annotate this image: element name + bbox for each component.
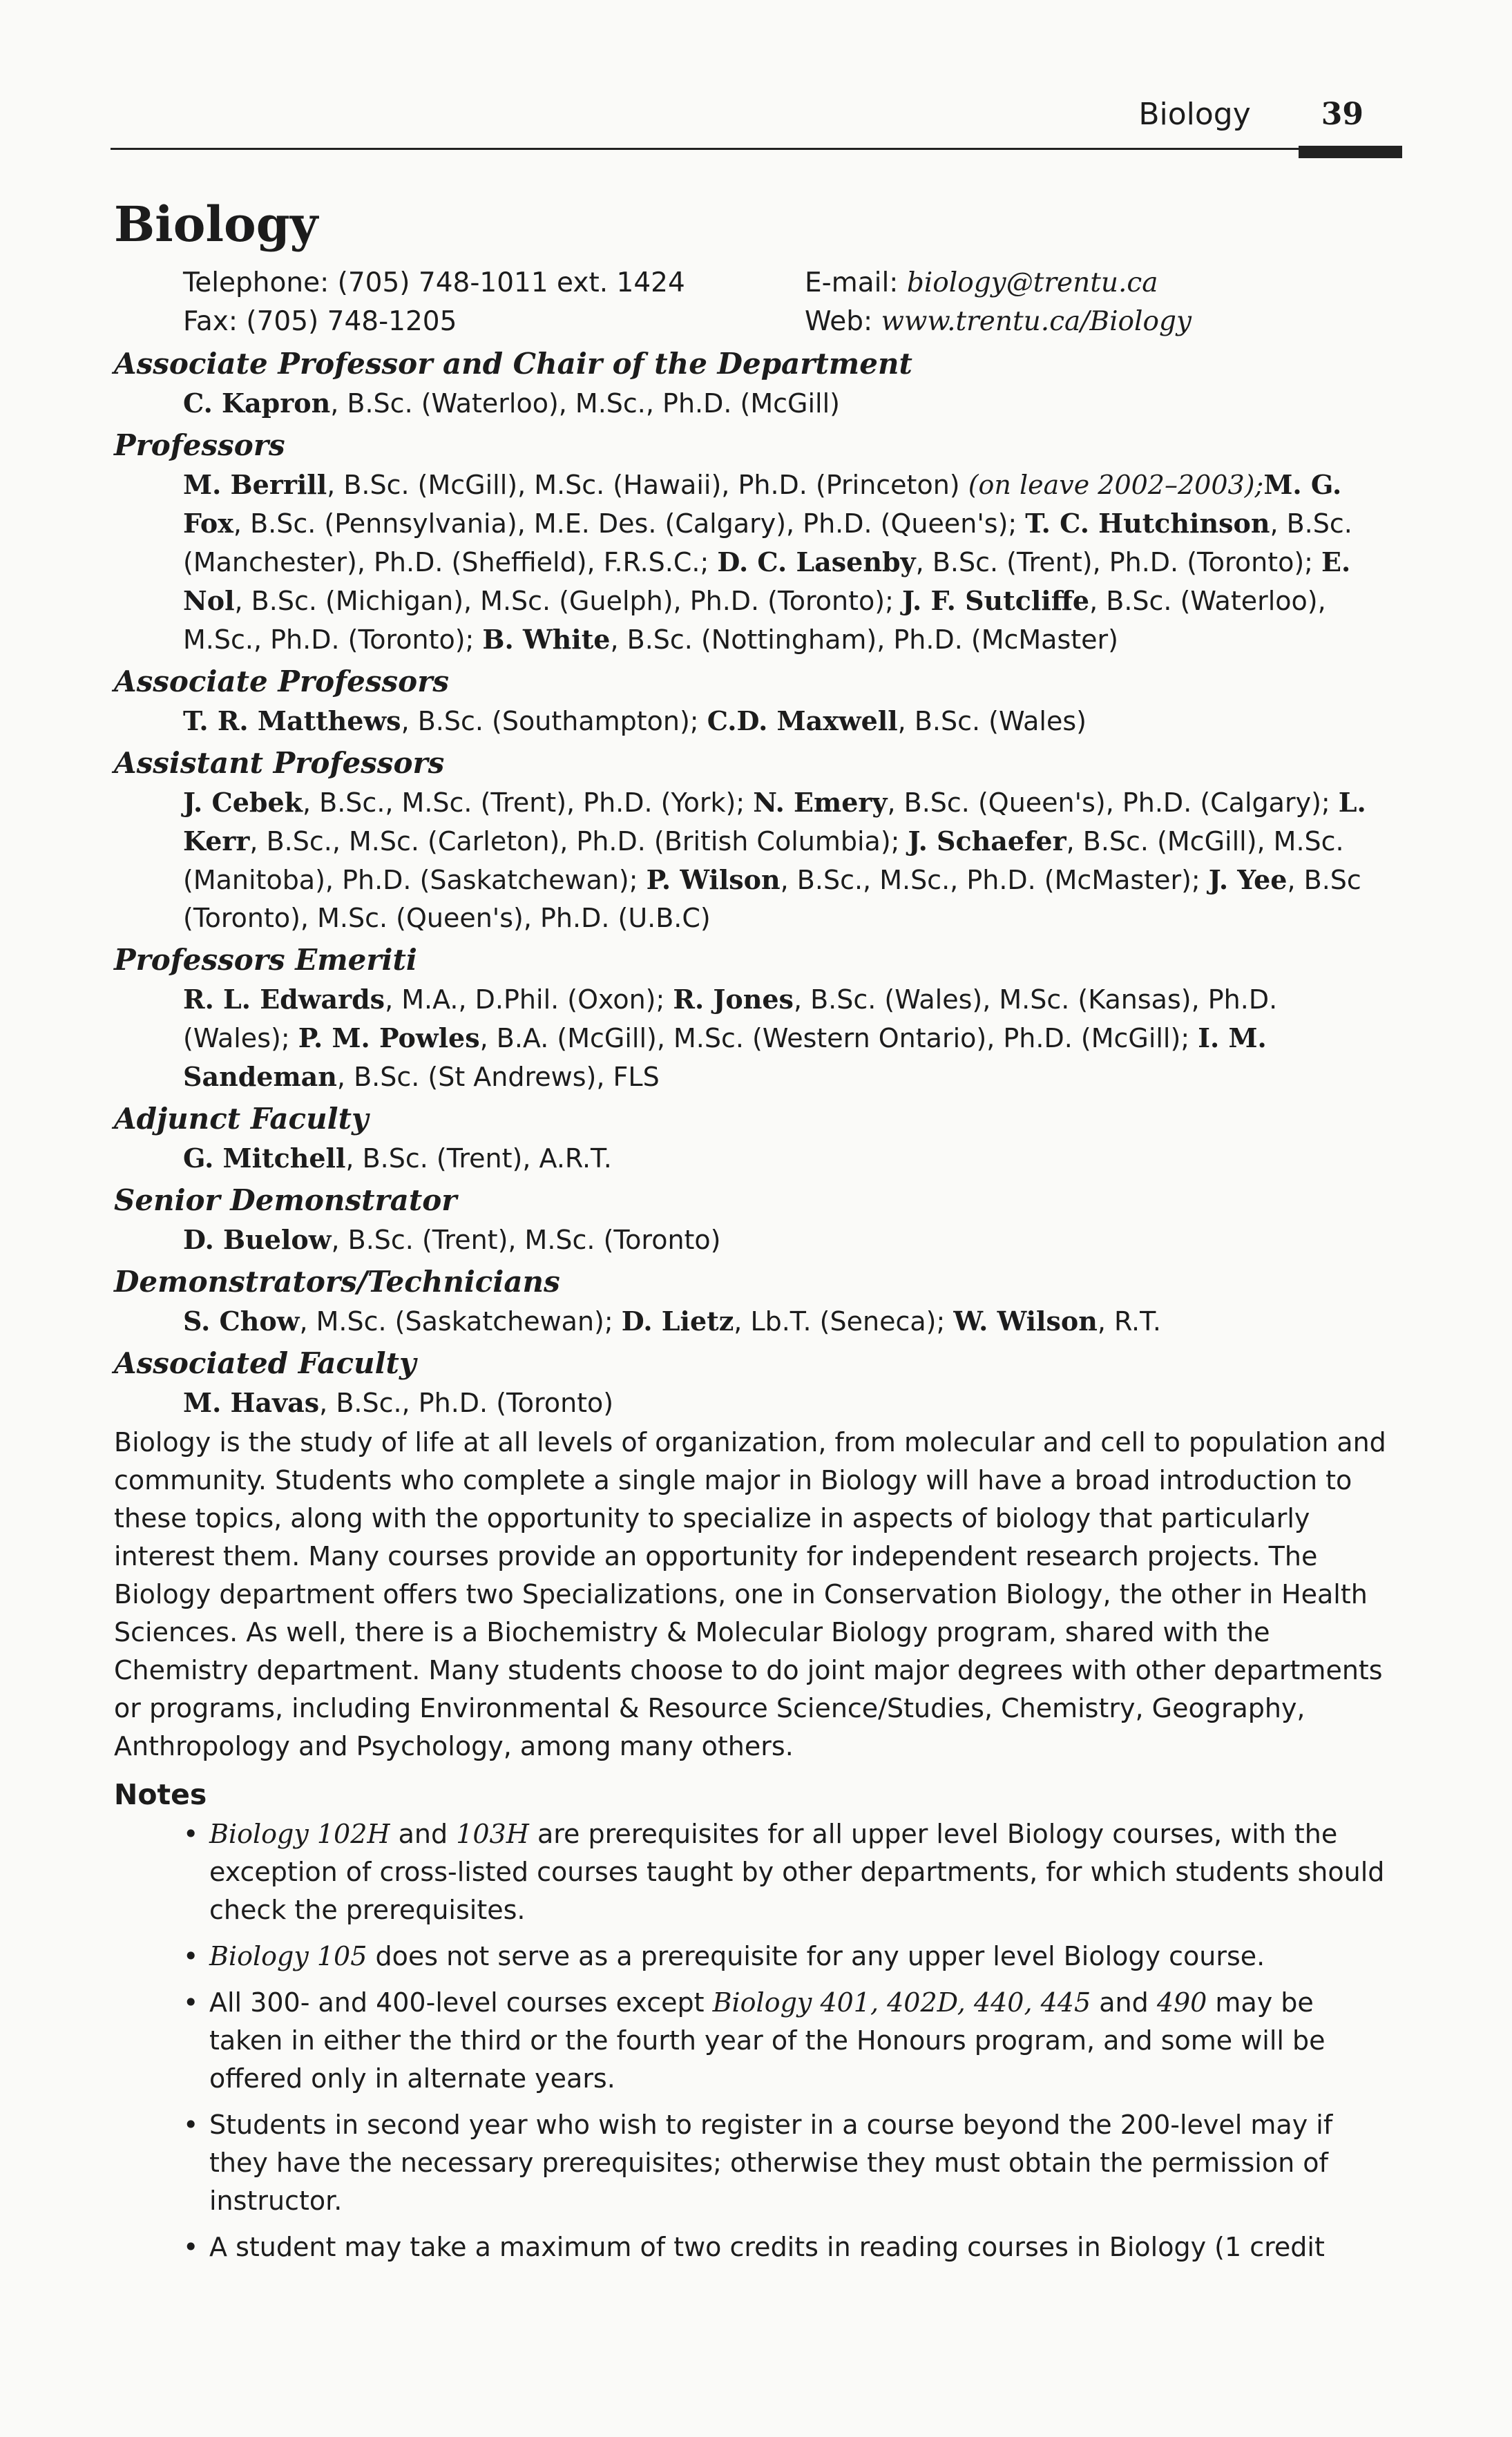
web-line — [805, 303, 1288, 341]
faculty-credentials: , B.Sc. (Manchester), Ph.D. (Sheffield), F.R.S.C.; — [183, 508, 1352, 577]
faculty-name: C. Kapron — [183, 388, 331, 419]
faculty-role-heading: Professors — [114, 428, 285, 462]
faculty-credentials: , B.Sc. (McGill), M.Sc. (Hawaii), Ph.D. (Princeton) — [327, 470, 960, 500]
faculty-role-heading: Senior Demonstrator — [114, 1183, 457, 1217]
header-rule-tab — [1299, 146, 1402, 158]
contact-block — [183, 264, 1392, 341]
faculty-credentials: , B.Sc. (Waterloo), M.Sc., Ph.D. (Toronto); — [183, 586, 1326, 655]
email-label: E-mail: — [805, 267, 899, 298]
note-text: may be taken in either the third or the fourth year of the Honours program, and some will be offered only in alternate years. — [209, 1987, 1326, 2094]
running-header — [1138, 97, 1363, 132]
note-item — [183, 1984, 1392, 2098]
faculty-list — [114, 344, 1392, 1422]
faculty-name: J. Cebek — [183, 787, 303, 818]
faculty-people — [183, 702, 1392, 740]
faculty-credentials: , B.Sc. (Trent), M.Sc. (Toronto) — [331, 1225, 721, 1255]
bullet-icon: • — [183, 1987, 199, 2018]
faculty-credentials: , B.Sc. (Waterloo), M.Sc., Ph.D. (McGill) — [330, 388, 840, 419]
faculty-name: R. L. Edwards — [183, 984, 385, 1015]
faculty-credentials: , B.A. (McGill), M.Sc. (Western Ontario), Ph.D. (McGill); — [479, 1023, 1198, 1053]
faculty-credentials: , B.Sc. (Southampton); — [401, 706, 707, 736]
faculty-name: D. C. Lasenby — [717, 546, 916, 577]
faculty-name: B. White — [482, 624, 611, 655]
faculty-name: T. R. Matthews — [183, 705, 401, 736]
bullet-icon: • — [183, 1819, 199, 1849]
fax-value: (705) 748-1205 — [246, 306, 457, 337]
bullet-icon: • — [183, 2232, 199, 2262]
faculty-name: L. Kerr — [183, 787, 1366, 857]
faculty-name: P. M. Powles — [298, 1022, 480, 1053]
note-item — [183, 1815, 1392, 1929]
faculty-credentials: , B.Sc. (Pennsylvania), M.E. Des. (Calgary), Ph.D. (Queen's); — [233, 508, 1026, 539]
faculty-people — [183, 1221, 1392, 1259]
faculty-people — [183, 466, 1392, 659]
notes-list — [114, 1815, 1392, 2266]
faculty-credentials: , B.Sc. (Wales) — [897, 706, 1087, 736]
note-text: 103H — [456, 1819, 529, 1849]
page-title: Biology — [114, 195, 318, 253]
faculty-name: W. Wilson — [953, 1306, 1098, 1337]
faculty-note: (on leave 2002–2003); — [959, 470, 1264, 500]
faculty-name: M. G. Fox — [183, 469, 1342, 539]
note-text: Biology 401, 402D, 440, 445 — [712, 1987, 1091, 2018]
faculty-role-heading: Professors Emeriti — [114, 943, 417, 977]
faculty-credentials: , B.Sc. (Michigan), M.Sc. (Guelph), Ph.D. (Toronto); — [234, 586, 902, 616]
note-text: A student may take a maximum of two credits in reading courses in Biology (1 credit — [209, 2232, 1325, 2262]
faculty-credentials: , M.A., D.Phil. (Oxon); — [385, 984, 673, 1015]
note-item — [183, 2228, 1392, 2266]
faculty-people — [183, 783, 1392, 937]
faculty-name: T. C. Hutchinson — [1025, 508, 1270, 539]
faculty-name: D. Lietz — [621, 1306, 734, 1337]
faculty-role-heading: Adjunct Faculty — [114, 1102, 369, 1136]
running-header-section: Biology — [1138, 97, 1251, 132]
faculty-name: N. Emery — [753, 787, 888, 818]
intro-paragraph: Biology is the study of life at all levels of organization, from molecular and cell to population and community. Students who complete a single major in Biology will have a broad introduction to these topics, along with the opportunity to specialize in aspects of biology that particularly interest them. Many courses provide an opportunity for independent research projects. The Biology department offers two Specializations, one in Conservation Biology, the other in Health Sciences. As well, there is a Biochemistry & Molecular Biology program, shared with the Chemistry department. Many students choose to do joint major degrees with other departments or programs, including Environmental & Resource Science/Studies, Chemistry, Geography, Anthropology and Psychology, among many others. — [114, 1427, 1386, 1761]
note-text: All 300- and 400-level courses except — [209, 1987, 713, 2018]
faculty-role-heading: Assistant Professors — [114, 746, 445, 780]
faculty-name: S. Chow — [183, 1306, 300, 1337]
faculty-credentials: , M.Sc. (Saskatchewan); — [299, 1306, 622, 1337]
faculty-role-heading: Associate Professor and Chair of the Department — [114, 347, 912, 381]
note-text: 490 — [1156, 1987, 1207, 2018]
faculty-name: D. Buelow — [183, 1224, 332, 1255]
note-text: Biology 105 — [209, 1941, 367, 1971]
faculty-credentials: , B.Sc. (Trent), Ph.D. (Toronto); — [915, 547, 1322, 577]
phone-line — [183, 264, 805, 303]
note-item — [183, 2106, 1392, 2220]
note-text: are prerequisites for all upper level Biology courses, with the exception of cross-listed courses taught by other departments, for which students should check the prerequisites. — [209, 1819, 1385, 1925]
page-number: 39 — [1321, 97, 1363, 132]
email-line — [805, 264, 1288, 303]
faculty-credentials: , B.Sc. (Nottingham), Ph.D. (McMaster) — [610, 624, 1118, 655]
phone-value: (705) 748-1011 ext. 1424 — [337, 267, 685, 298]
faculty-credentials: , B.Sc. (Queen's), Ph.D. (Calgary); — [887, 787, 1339, 818]
faculty-people — [183, 384, 1392, 423]
faculty-credentials: , B.Sc., M.Sc., Ph.D. (McMaster); — [780, 865, 1209, 895]
fax-line — [183, 303, 805, 341]
phone-label: Telephone: — [183, 267, 329, 298]
faculty-credentials: , B.Sc. (Wales), M.Sc. (Kansas), Ph.D. (Wales); — [183, 984, 1278, 1053]
faculty-credentials: , B.Sc. (St Andrews), FLS — [336, 1062, 660, 1092]
faculty-name: M. Havas — [183, 1387, 320, 1418]
faculty-credentials: , B.Sc., Ph.D. (Toronto) — [319, 1388, 614, 1418]
faculty-credentials: , B.Sc., M.Sc. (Trent), Ph.D. (York); — [303, 787, 754, 818]
faculty-credentials: , B.Sc (Toronto), M.Sc. (Queen's), Ph.D. (U.B.C) — [183, 865, 1361, 933]
faculty-name: C.D. Maxwell — [707, 705, 898, 736]
faculty-role-heading: Associated Faculty — [114, 1346, 417, 1380]
notes-heading: Notes — [114, 1778, 207, 1811]
faculty-name: R. Jones — [673, 984, 794, 1015]
faculty-name: M. Berrill — [183, 469, 327, 500]
faculty-role-heading: Demonstrators/Technicians — [114, 1265, 560, 1299]
faculty-people — [183, 980, 1392, 1096]
bullet-icon: • — [183, 2110, 199, 2140]
note-item — [183, 1938, 1392, 1976]
faculty-name: G. Mitchell — [183, 1143, 346, 1174]
faculty-people — [183, 1302, 1392, 1341]
faculty-name: J. Yee — [1208, 864, 1288, 895]
note-text: and — [390, 1819, 457, 1849]
web-label: Web: — [805, 306, 873, 337]
web-link[interactable]: www.trentu.ca/Biology — [881, 306, 1192, 337]
faculty-name: J. F. Sutcliffe — [902, 585, 1090, 616]
header-rule — [111, 148, 1402, 150]
faculty-credentials: , B.Sc. (Trent), A.R.T. — [345, 1143, 612, 1174]
faculty-role-heading: Associate Professors — [114, 665, 449, 698]
faculty-people — [183, 1139, 1392, 1178]
faculty-name: P. Wilson — [646, 864, 781, 895]
bullet-icon: • — [183, 1941, 199, 1971]
note-text: and — [1091, 1987, 1157, 2018]
faculty-people — [183, 1384, 1392, 1422]
faculty-name: J. Schaefer — [908, 825, 1066, 857]
note-text: does not serve as a prerequisite for any upper level Biology course. — [367, 1941, 1265, 1971]
email-link[interactable]: biology@trentu.ca — [906, 267, 1158, 298]
faculty-credentials: , Lb.T. (Seneca); — [734, 1306, 954, 1337]
page-content — [114, 193, 1392, 2275]
faculty-credentials: , B.Sc. (McGill), M.Sc. (Manitoba), Ph.D. (Saskatchewan); — [183, 826, 1344, 895]
note-text: Students in second year who wish to register in a course beyond the 200-level may if they have the necessary prerequisites; otherwise they must obtain the permission of instructor. — [209, 2110, 1333, 2216]
note-text: Biology 102H — [209, 1819, 390, 1849]
faculty-credentials: , B.Sc., M.Sc. (Carleton), Ph.D. (British Columbia); — [249, 826, 908, 857]
fax-label: Fax: — [183, 306, 238, 337]
faculty-name: I. M. Sandeman — [183, 1022, 1267, 1092]
faculty-credentials: , R.T. — [1097, 1306, 1161, 1337]
faculty-name: E. Nol — [183, 546, 1351, 616]
